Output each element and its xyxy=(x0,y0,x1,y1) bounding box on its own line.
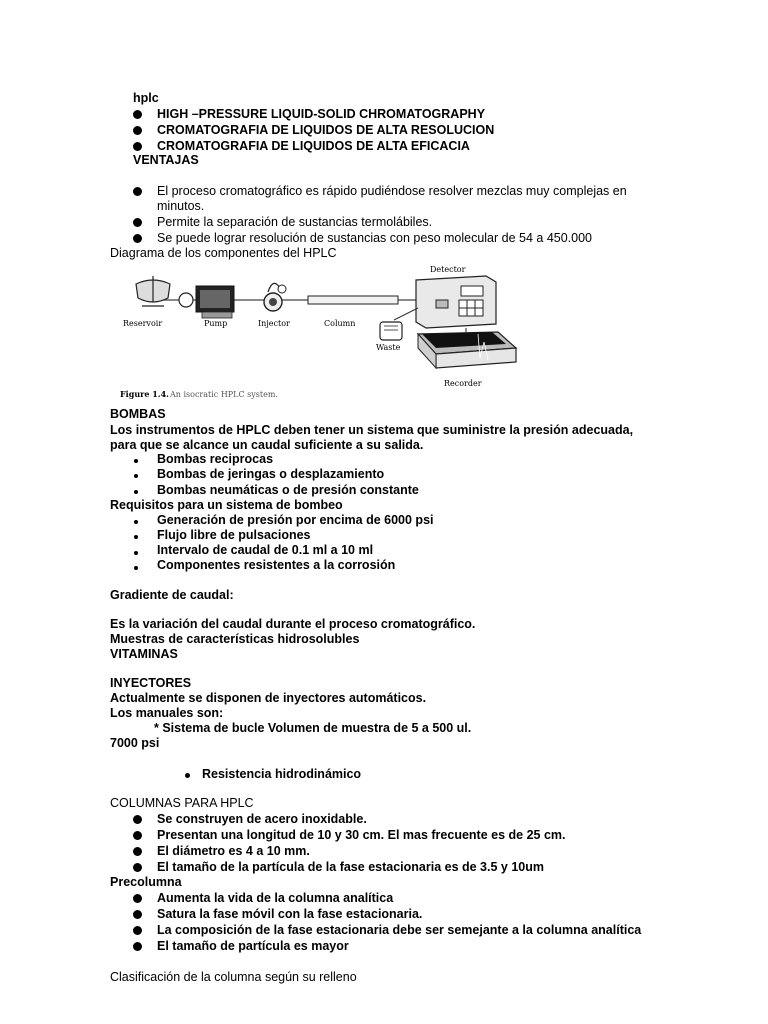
precolumna-item: Satura la fase móvil con la fase estacionaria. xyxy=(157,907,423,921)
bomba-type: Bombas de jeringas o desplazamiento xyxy=(157,467,385,481)
precolumna-item: Aumenta la vida de la columna analítica xyxy=(157,891,394,905)
bullet-dot xyxy=(133,142,142,151)
gradiente-text: Es la variación del caudal durante el proceso cromatográfico. xyxy=(110,617,476,631)
bullet-dot xyxy=(134,520,138,524)
columnas-heading: COLUMNAS PARA HPLC xyxy=(110,796,254,810)
bullet-dot xyxy=(134,490,138,494)
label-detector: Detector xyxy=(430,265,466,274)
diagram-heading: Diagrama de los componentes del HPLC xyxy=(110,246,337,260)
hplc-diagram xyxy=(118,262,520,400)
bomba-type: Bombas reciprocas xyxy=(157,452,274,466)
requisito-item: Flujo libre de pulsaciones xyxy=(157,528,311,542)
title-list-item: CROMATOGRAFIA DE LIQUIDOS DE ALTA RESOLUCION xyxy=(157,123,495,137)
gradiente-text: VITAMINAS xyxy=(110,647,178,661)
column-icon xyxy=(308,296,398,304)
bullet-dot xyxy=(133,942,142,951)
precolumna-item: La composición de la fase estacionaria debe ser semejante a la columna analítica xyxy=(157,923,642,937)
columna-item: El tamaño de la partícula de la fase estacionaria es de 3.5 y 10um xyxy=(157,860,544,874)
label-recorder: Recorder xyxy=(444,379,482,388)
label-reservoir: Reservoir xyxy=(123,319,163,328)
bombas-heading: BOMBAS xyxy=(110,407,166,421)
detector-icon xyxy=(416,276,496,328)
bullet-dot xyxy=(133,110,142,119)
inyectores-text: Los manuales son: xyxy=(110,706,224,720)
inyectores-bullet: Resistencia hidrodinámico xyxy=(202,767,362,781)
requisito-item: Intervalo de caudal de 0.1 ml a 10 ml xyxy=(157,543,374,557)
bullet-dot xyxy=(133,926,142,935)
bullet-dot xyxy=(133,187,142,196)
columna-item: Presentan una longitud de 10 y 30 cm. El mas frecuente es de 25 cm. xyxy=(157,828,566,842)
inyectores-text: 7000 psi xyxy=(110,736,160,750)
ventaja-item: Se puede lograr resolución de sustancias con peso molecular de 54 a 450.000 xyxy=(157,231,593,245)
inyectores-heading: INYECTORES xyxy=(110,676,192,690)
bullet-dot xyxy=(133,831,142,840)
bombas-intro: para que se alcance un caudal suficiente a su salida. xyxy=(110,438,424,452)
title-list-item: HIGH –PRESSURE LIQUID-SOLID CHROMATOGRAPHY xyxy=(157,107,486,121)
precolumna-heading: Precolumna xyxy=(110,875,182,889)
reservoir-icon xyxy=(136,276,170,306)
requisito-item: Componentes resistentes a la corrosión xyxy=(157,558,396,572)
inyectores-text: * Sistema de bucle Volumen de muestra de 5 a 500 ul. xyxy=(154,721,472,735)
injector-icon xyxy=(264,283,286,311)
pump-icon xyxy=(179,286,234,318)
ventaja-item-continued: minutos. xyxy=(157,199,205,213)
figure-caption-text: An isocratic HPLC system. xyxy=(170,390,278,399)
bullet-dot xyxy=(134,566,138,570)
label-waste: Waste xyxy=(376,343,401,352)
bombas-intro: Los instrumentos de HPLC deben tener un sistema que suministre la presión adecuada, xyxy=(110,423,634,437)
gradiente-text: Muestras de características hidrosolubles xyxy=(110,632,360,646)
bullet-dot xyxy=(133,234,142,243)
requisito-item: Generación de presión por encima de 6000 psi xyxy=(157,513,434,527)
bullet-dot xyxy=(185,773,190,778)
inyectores-text: Actualmente se disponen de inyectores automáticos. xyxy=(110,691,427,705)
bullet-dot xyxy=(133,847,142,856)
waste-icon xyxy=(380,308,418,340)
requisitos-heading: Requisitos para un sistema de bombeo xyxy=(110,498,343,512)
bullet-dot xyxy=(134,551,138,555)
columna-item: El diámetro es 4 a 10 mm. xyxy=(157,844,310,858)
recorder-icon xyxy=(418,332,516,368)
bullet-dot xyxy=(133,910,142,919)
ventaja-item: El proceso cromatográfico es rápido pudiéndose resolver mezclas muy complejas en xyxy=(157,184,627,198)
bullet-dot xyxy=(134,474,138,478)
figure-caption-number: Figure 1.4. xyxy=(120,389,169,399)
label-column: Column xyxy=(324,319,356,328)
doc-title: hplc xyxy=(133,91,159,105)
bullet-dot xyxy=(133,894,142,903)
bomba-type: Bombas neumáticas o de presión constante xyxy=(157,483,419,497)
precolumna-item: El tamaño de partícula es mayor xyxy=(157,939,349,953)
bullet-dot xyxy=(133,126,142,135)
gradiente-heading: Gradiente de caudal: xyxy=(110,588,234,602)
clasificacion-heading: Clasificación de la columna según su relleno xyxy=(110,970,357,984)
ventaja-item: Permite la separación de sustancias termolábiles. xyxy=(157,215,433,229)
ventajas-heading: VENTAJAS xyxy=(133,153,199,167)
columna-item: Se construyen de acero inoxidable. xyxy=(157,812,367,826)
bullet-dot xyxy=(133,218,142,227)
label-injector: Injector xyxy=(258,319,290,328)
label-pump: Pump xyxy=(204,319,228,328)
bullet-dot xyxy=(134,535,138,539)
bullet-dot xyxy=(134,459,138,463)
bullet-dot xyxy=(133,815,142,824)
title-list-item: CROMATOGRAFIA DE LIQUIDOS DE ALTA EFICACIA xyxy=(157,139,470,153)
bullet-dot xyxy=(133,863,142,872)
